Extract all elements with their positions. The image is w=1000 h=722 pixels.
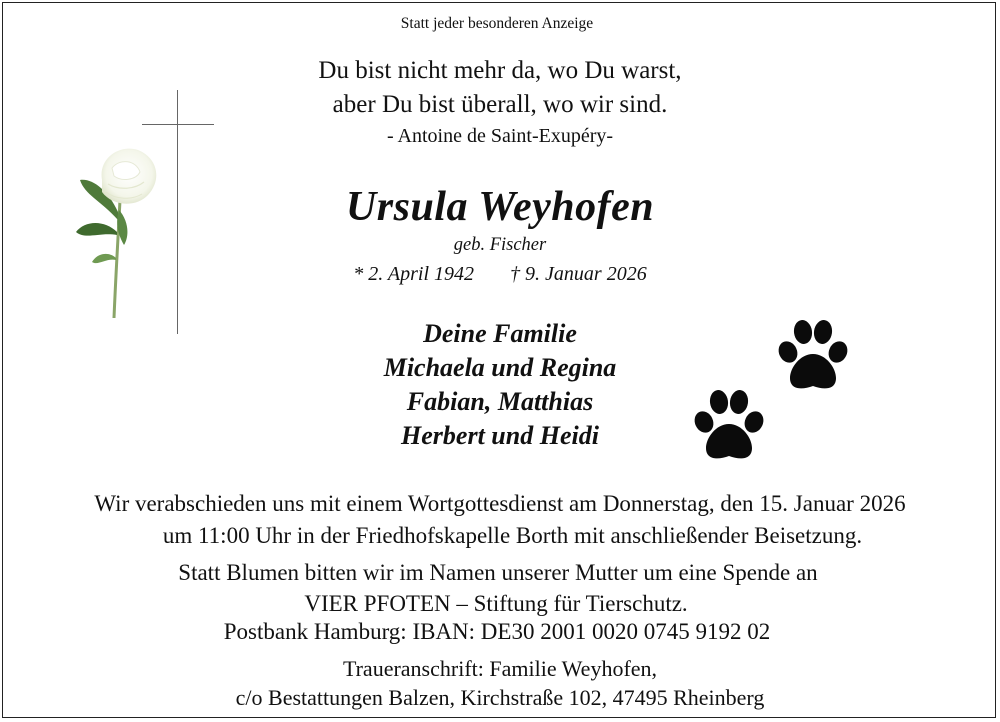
donation-line-2: VIER PFOTEN – Stiftung für Tierschutz. xyxy=(304,591,688,616)
maiden-name: geb. Fischer xyxy=(453,235,547,255)
donation-iban: Postbank Hamburg: IBAN: DE30 2001 0020 0745 9192 02 xyxy=(223,619,771,644)
paw-print-icon xyxy=(774,318,852,394)
address-line-2: c/o Bestattungen Balzen, Kirchstraße 102, 47495 Rheinberg xyxy=(235,685,765,710)
family-line: Herbert und Heidi xyxy=(401,421,599,450)
family-line: Fabian, Matthias xyxy=(406,387,594,416)
address-line-1: Traueranschrift: Familie Weyhofen, xyxy=(342,656,658,681)
quote-line-1: Du bist nicht mehr da, wo Du warst, xyxy=(318,57,682,84)
service-line-1: Wir verabschieden uns mit einem Wortgottesdienst am Donnerstag, den 15. Januar 2026 xyxy=(94,491,906,516)
quote-author: - Antoine de Saint-Exupéry- xyxy=(386,125,614,147)
donation-line-1: Statt Blumen bitten wir im Namen unserer Mutter um eine Spende an xyxy=(178,560,818,585)
paw-print-icon xyxy=(690,388,768,464)
birth-date: * 2. April 1942 xyxy=(353,263,475,285)
service-line-2: um 11:00 Uhr in der Friedhofskapelle Borth mit anschließender Beisetzung. xyxy=(162,523,863,548)
quote-line-2: aber Du bist überall, wo wir sind. xyxy=(332,91,668,118)
announcement-header: Statt jeder besonderen Anzeige xyxy=(400,15,594,32)
family-line: Deine Familie xyxy=(423,319,577,348)
deceased-name: Ursula Weyhofen xyxy=(345,184,655,230)
cross-icon-bar xyxy=(142,124,214,125)
death-date: † 9. Januar 2026 xyxy=(510,263,647,285)
life-dates xyxy=(0,263,1000,286)
family-line: Michaela und Regina xyxy=(383,353,617,382)
